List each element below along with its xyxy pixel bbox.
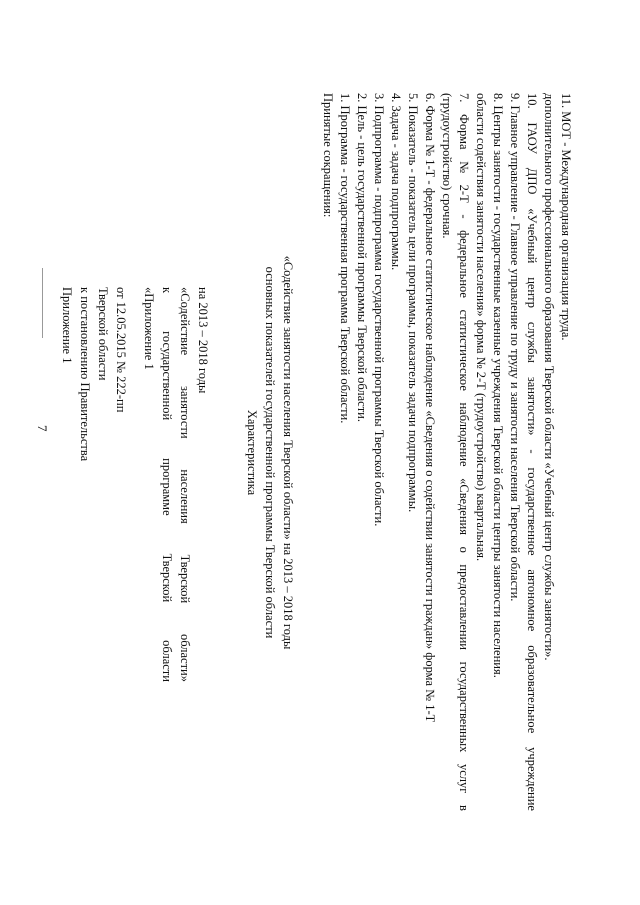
top-rule: [42, 268, 43, 338]
word: занятости: [178, 386, 192, 439]
abbrev-line-5: 5. Показатель - показатель цели программы, показатель задачи подпрограммы.: [406, 93, 420, 513]
word: Форма: [457, 113, 471, 150]
word: «Содействие: [178, 287, 192, 356]
word: центр: [525, 277, 539, 308]
abbrev-heading: Принятые сокращения:: [321, 93, 335, 218]
abbrev-line-10: [525, 93, 539, 811]
word: №: [457, 161, 471, 174]
word: в: [457, 804, 471, 811]
abbrev-line-6: 6. Форма № 1-Т - федеральное статистическое наблюдение «Сведения о содействии занятости граждан» форма № 1-Т: [423, 93, 437, 723]
word: государственное: [525, 467, 539, 556]
abbrev-line-4: 4. Задача - задача подпрограммы.: [389, 93, 403, 271]
appendix-line-4: от 12.05.2015 № 222-пп: [114, 287, 128, 413]
page-number: 7: [35, 425, 50, 432]
appendix-ref-line-2: [160, 287, 174, 682]
title-line-2: основных показателей государственной программы Тверской области: [263, 266, 277, 639]
word: государственных: [457, 661, 471, 753]
word: ГАОУ: [525, 122, 539, 154]
word: предоставлении: [457, 564, 471, 650]
abbrev-line-3: 3. Подпрограмма - подпрограмма государственной программы Тверской области.: [372, 93, 386, 527]
word: статистическое: [457, 309, 471, 391]
title-line-1: Характеристика: [245, 409, 259, 496]
word: службы: [525, 321, 539, 363]
appendix-ref-line-3: [178, 287, 192, 682]
word: автономное: [525, 569, 539, 632]
appendix-line-2: к постановлению Правительства: [78, 287, 92, 462]
abbrev-line-1: 1. Программа - государственная программа Тверской области.: [338, 93, 352, 424]
word: -: [457, 214, 471, 219]
word: о: [457, 546, 471, 553]
title-line-3: «Содействие занятости населения Тверской области» на 2013 – 2018 годы: [281, 255, 295, 650]
word: 10.: [525, 93, 539, 109]
word: к: [160, 287, 174, 294]
word: области: [160, 640, 174, 682]
word: Тверской: [178, 554, 192, 604]
word: 2-Т: [457, 184, 471, 203]
word: учреждение: [525, 747, 539, 811]
abbrev-line-7b: области содействия занятости населения» форма № 2-Т (трудоустройство) квартальная.: [474, 93, 488, 562]
abbrev-line-10b: дополнительного профессионального образования Тверской области «Учебный центр службы занятости».: [542, 93, 556, 661]
abbrev-line-11: 11. МОТ - Международная организация труда.: [559, 93, 573, 341]
word: 7.: [457, 93, 471, 103]
word: «Учебный: [525, 208, 539, 264]
appendix-line-3: Тверской области: [96, 287, 110, 381]
abbrev-line-6b: (трудоустройство) срочная.: [440, 93, 454, 239]
word: государственной: [160, 331, 174, 421]
word: области»: [178, 633, 192, 682]
word: «Сведения: [457, 478, 471, 535]
abbrev-line-8: 8. Центры занятости - государственные казенные учреждения Тверской области центры занятости населения.: [491, 93, 505, 678]
abbrev-line-9: 9. Главное управление - Главное управление по труду и занятости населения Тверской области.: [508, 93, 522, 602]
appendix-ref-line-4: на 2013 – 2018 годы: [196, 287, 210, 394]
word: занятости»: [525, 376, 539, 436]
word: наблюдение: [457, 402, 471, 467]
word: -: [525, 449, 539, 454]
word: услуг: [457, 763, 471, 794]
word: Тверской: [160, 553, 174, 603]
appendix-ref-line-1: «Приложение 1: [142, 287, 156, 370]
word: образовательное: [525, 645, 539, 734]
appendix-line-1: Приложение 1: [60, 287, 74, 364]
abbrev-line-7: [457, 93, 471, 811]
word: ДПО: [525, 167, 539, 195]
abbrev-line-2: 2. Цель - цель государственной программы Тверской области.: [355, 93, 369, 422]
word: населения: [178, 469, 192, 524]
word: федеральное: [457, 230, 471, 298]
word: программе: [160, 458, 174, 516]
